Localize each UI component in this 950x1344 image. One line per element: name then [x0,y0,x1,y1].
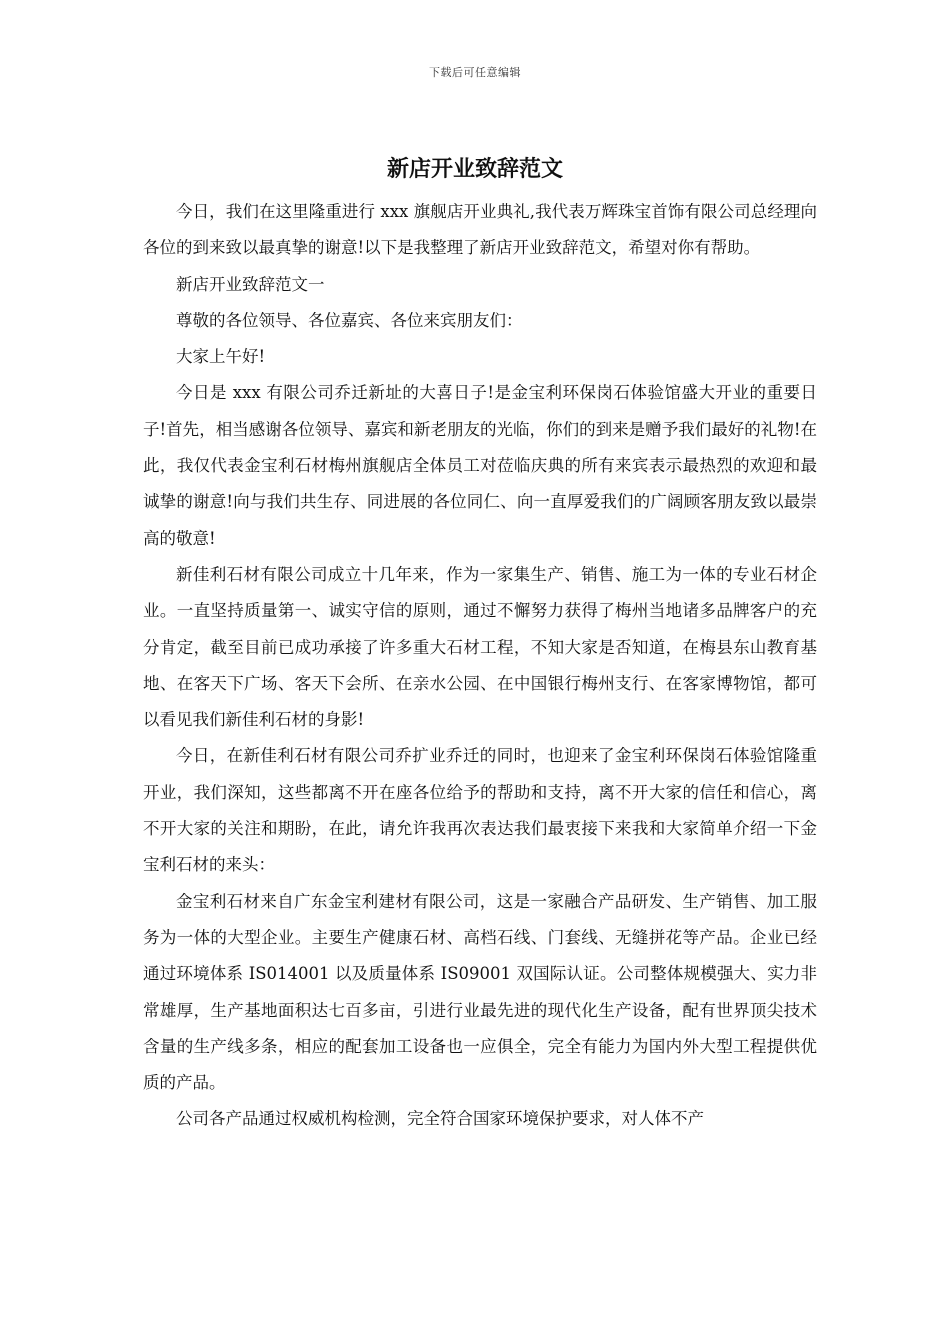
paragraph: 尊敬的各位领导、各位嘉宾、各位来宾朋友们： [176,310,523,330]
paragraph: 公司各产品通过权威机构检测，完全符合国家环境保护要求，对人体不产 [176,1109,704,1129]
paragraph: 今日，我们在这里隆重进行 xxx 旗舰店开业典礼,我代表万辉珠宝首饰有限公司总经理向各位的到来致以最真挚的谢意!以下是我整理了新店开业致辞范文，希望对你有帮助。 [143,202,817,258]
paragraph: 大家上午好! [176,347,266,367]
paragraph: 金宝利石材来自广东金宝利建材有限公司，这是一家融合产品研发、生产销售、加工服务为一体的大型企业。主要生产健康石材、高档石线、门套线、无缝拼花等产品。企业已经通过环境体系 IS014001 以及质量体系 IS09001 双国际认证。公司整体规模强大、实力非常雄厚，生产基地面积达七百多亩，引进行业最先进的现代化生产设备，配有世界顶尖技术含量的生产线多条，相应的配套加工设备也一应俱全，完全有能力为国内外大型工程提供优质的产品。 [143,891,817,1093]
paragraph: 今日是 xxx 有限公司乔迁新址的大喜日子!是金宝利环保岗石体验馆盛大开业的重要日子!首先，相当感谢各位领导、嘉宾和新老朋友的光临，你们的到来是赠予我们最好的礼物!在此，我仅代表金宝利石材梅州旗舰店全体员工对莅临庆典的所有来宾表示最热烈的欢迎和最诚挚的谢意!向与我们共生存、同进展的各位同仁、向一直厚爱我们的广阔顾客朋友致以最崇高的敬意! [143,383,817,548]
paragraph: 今日，在新佳利石材有限公司乔扩业乔迁的同时，也迎来了金宝利环保岗石体验馆隆重开业，我们深知，这些都离不开在座各位给予的帮助和支持，离不开大家的信任和信心，离不开大家的关注和期盼，在此，请允许我再次表达我们最衷接下来我和大家简单介绍一下金宝利石材的来头： [143,746,817,875]
document-body [143,194,817,1138]
document-title: 新店开业致辞范文 [386,156,563,182]
paragraph: 新店开业致辞范文一 [176,274,325,294]
paragraph: 新佳利石材有限公司成立十几年来，作为一家集生产、销售、施工为一体的专业石材企业。一直坚持质量第一、诚实守信的原则，通过不懈努力获得了梅州当地诸多品牌客户的充分肯定，截至目前已成功承接了许多重大石材工程，不知大家是否知道，在梅县东山教育基地、在客天下广场、客天下会所、在亲水公园、在中国银行梅州支行、在客家博物馆，都可以看见我们新佳利石材的身影! [143,564,817,730]
header-note: 下载后可任意编辑 [429,66,521,79]
